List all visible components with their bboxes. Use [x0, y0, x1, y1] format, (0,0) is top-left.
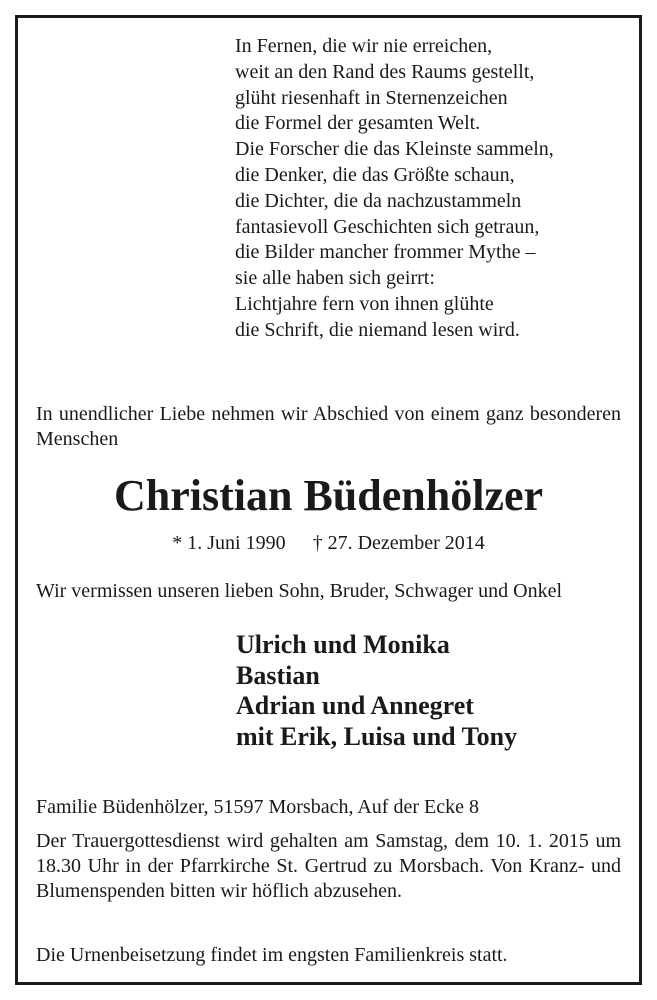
- mourner-names: [236, 630, 517, 752]
- death-date: † 27. Dezember 2014: [312, 532, 485, 554]
- poem-line: Die Forscher die das Kleinste sammeln,: [235, 138, 554, 161]
- poem-line: die Schrift, die niemand lesen wird.: [235, 318, 520, 341]
- mourner-name: Ulrich und Monika: [236, 630, 450, 659]
- poem-line: die Bilder mancher frommer Mythe –: [235, 241, 536, 264]
- poem-line: fantasievoll Geschichten sich getraun,: [235, 215, 540, 238]
- deceased-name: Christian Büdenhölzer: [113, 471, 544, 520]
- poem-line: sie alle haben sich geirrt:: [235, 267, 435, 290]
- mourner-name: mit Erik, Luisa und Tony: [236, 721, 518, 751]
- poem-line: In Fernen, die wir nie erreichen,: [235, 35, 493, 57]
- poem-line: die Denker, die das Größte schaun,: [235, 163, 515, 186]
- mourner-name: Adrian und Annegret: [236, 691, 474, 720]
- family-address: Familie Büdenhölzer, 51597 Morsbach, Auf der Ecke 8: [36, 796, 479, 818]
- funeral-service-info: Der Trauergottesdienst wird gehalten am Samstag, dem 10. 1. 2015 um 18.30 Uhr in der Pfarrkirche St. Gertrud zu Morsbach. Von Kranz- und Blumenspenden bitten wir höflich abzusehen.: [36, 830, 621, 902]
- poem-line: die Dichter, die da nachzustammeln: [235, 189, 522, 212]
- mourner-name: Bastian: [236, 660, 320, 690]
- poem-line: die Formel der gesamten Welt.: [235, 112, 481, 135]
- birth-date: * 1. Juni 1990: [172, 532, 286, 554]
- urn-burial-info: Die Urnenbeisetzung findet im engsten Familienkreis statt.: [36, 944, 508, 966]
- poem-line: glüht riesenhaft in Sternenzeichen: [235, 86, 508, 109]
- poem: [235, 34, 554, 344]
- poem-line: Lichtjahre fern von ihnen glühte: [235, 292, 494, 315]
- poem-line: weit an den Rand des Raums gestellt,: [235, 60, 535, 83]
- life-dates: [15, 530, 642, 556]
- farewell-intro: In unendlicher Liebe nehmen wir Abschied von einem ganz besonderen Menschen: [36, 403, 621, 450]
- mourners-intro: Wir vermissen unseren lieben Sohn, Bruder, Schwager und Onkel: [36, 580, 563, 602]
